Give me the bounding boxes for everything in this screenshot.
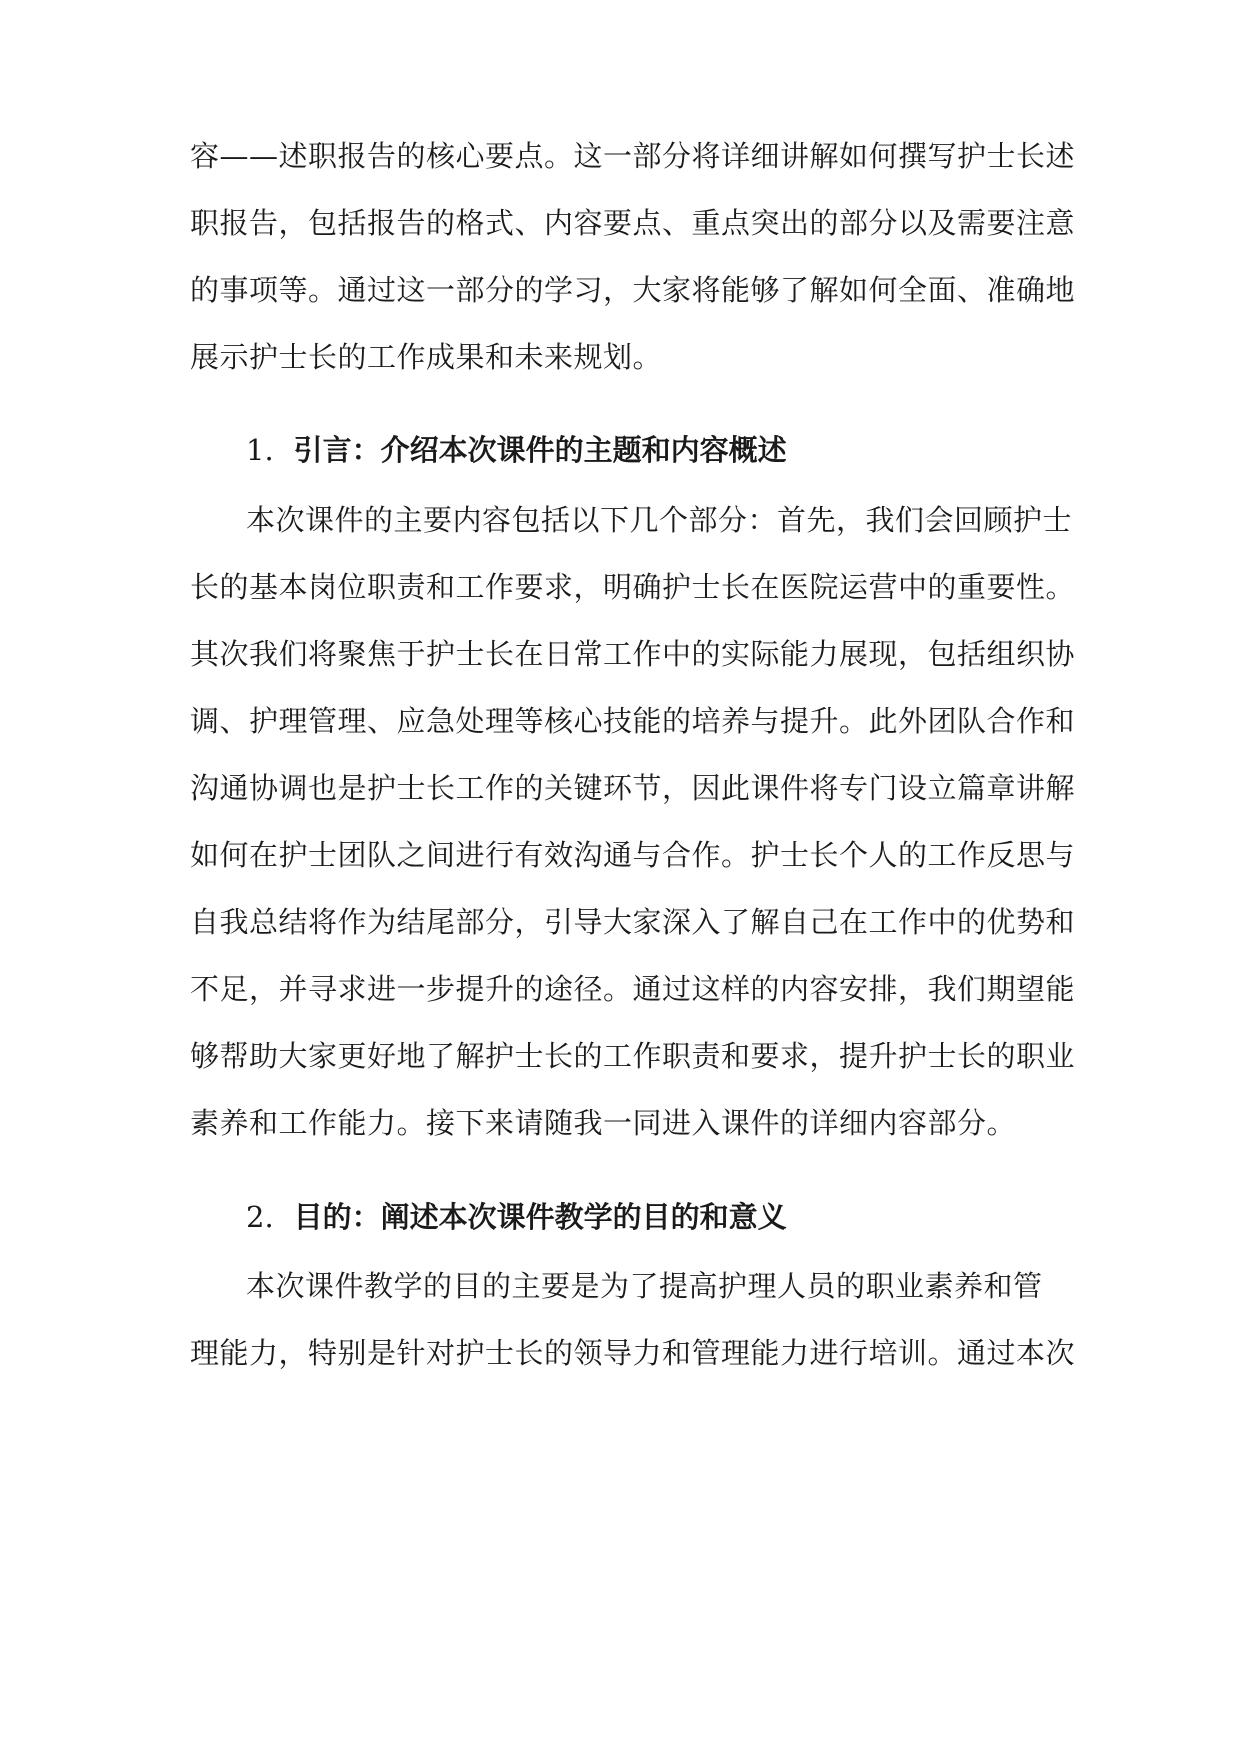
- paragraph-line: 沟通协调也是护士长工作的关键环节，因此课件将专门设立篇章讲解: [190, 771, 1076, 805]
- section-heading: [246, 1197, 787, 1237]
- paragraph-line: 职报告，包括报告的格式、内容要点、重点突出的部分以及需要注意: [190, 206, 1076, 240]
- section-heading: [246, 430, 787, 470]
- paragraph-line: 理能力，特别是针对护士长的领导力和管理能力进行培训。通过本次: [190, 1336, 1076, 1370]
- section-title: 引言：介绍本次课件的主题和内容概述: [293, 433, 787, 467]
- paragraph-line: 展示护士长的工作成果和未来规划。: [190, 340, 663, 374]
- section-number: 2.: [246, 1200, 274, 1234]
- paragraph-line: 调、护理管理、应急处理等核心技能的培养与提升。此外团队合作和: [190, 704, 1076, 738]
- paragraph-line: 的事项等。通过这一部分的学习，大家将能够了解如何全面、准确地: [190, 273, 1076, 307]
- section-number: 1.: [246, 433, 274, 467]
- paragraph-line: 素养和工作能力。接下来请随我一同进入课件的详细内容部分。: [190, 1106, 1017, 1140]
- section-title: 目的：阐述本次课件教学的目的和意义: [293, 1200, 787, 1234]
- paragraph-line: 本次课件的主要内容包括以下几个部分：首先，我们会回顾护士: [246, 503, 1073, 537]
- paragraph-line: 不足，并寻求进一步提升的途径。通过这样的内容安排，我们期望能: [190, 972, 1076, 1006]
- paragraph-line: 其次我们将聚焦于护士长在日常工作中的实际能力展现，包括组织协: [190, 637, 1076, 671]
- paragraph-line: 容——述职报告的核心要点。这一部分将详细讲解如何撰写护士长述: [190, 139, 1076, 173]
- paragraph-line: 长的基本岗位职责和工作要求，明确护士长在医院运营中的重要性。: [190, 570, 1076, 604]
- paragraph-line: 本次课件教学的目的主要是为了提高护理人员的职业素养和管: [246, 1269, 1043, 1303]
- paragraph-line: 如何在护士团队之间进行有效沟通与合作。护士长个人的工作反思与: [190, 838, 1076, 872]
- paragraph-line: 够帮助大家更好地了解护士长的工作职责和要求，提升护士长的职业: [190, 1039, 1076, 1073]
- paragraph-line: 自我总结将作为结尾部分，引导大家深入了解自己在工作中的优势和: [190, 905, 1076, 939]
